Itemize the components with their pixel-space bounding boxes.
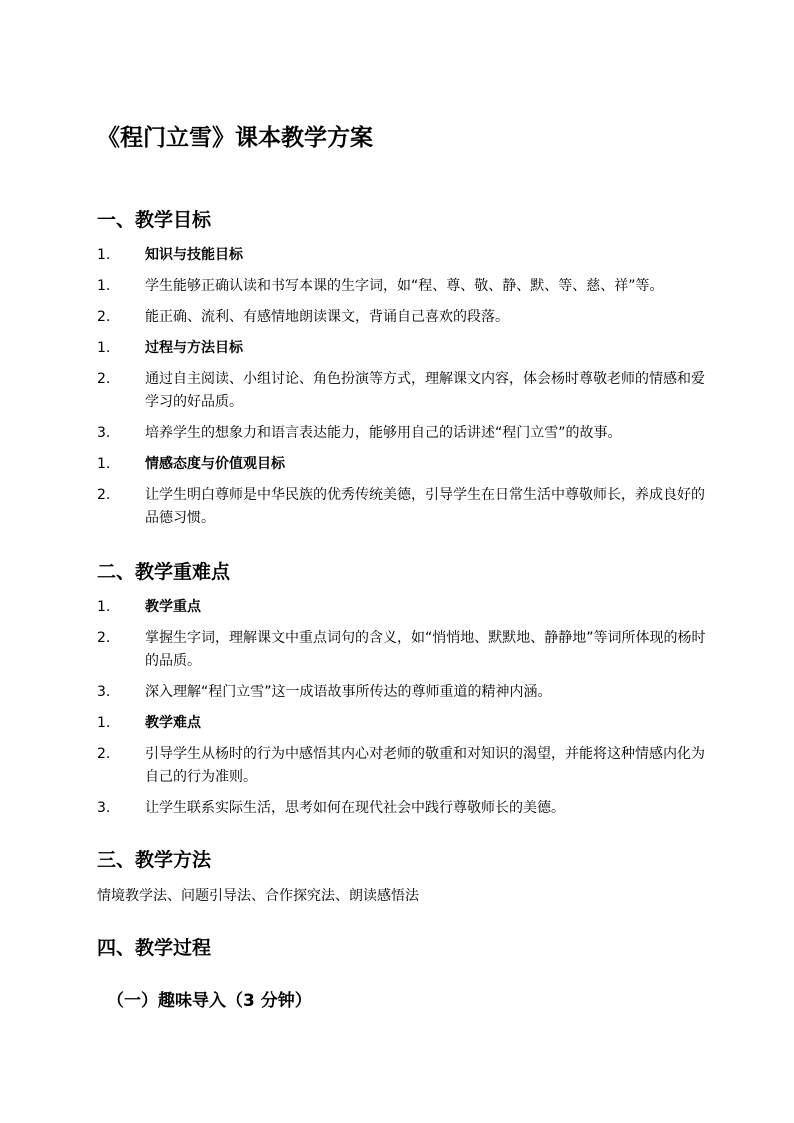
list-item: 3. 让学生联系实际生活，思考如何在现代社会中践行尊敬师长的美德。 (97, 800, 565, 816)
section-teaching-goals (97, 206, 709, 530)
section-heading: 四、教学过程 (97, 937, 212, 959)
list-item: 2. 能正确、流利、有感情地朗读课文，背诵自己喜欢的段落。 (97, 309, 509, 325)
subheading-difficult-points: 1. 教学难点 (97, 715, 201, 731)
subheading-emotion-values: 1. 情感态度与价值观目标 (97, 456, 285, 472)
section-heading: 三、教学方法 (97, 849, 212, 871)
section-heading: 二、教学重难点 (97, 561, 231, 583)
subsection-heading: （一）趣味导入（3 分钟） (107, 991, 312, 1011)
section-key-difficult-points (97, 558, 709, 820)
methods-paragraph: 情境教学法、问题引导法、合作探究法、朗读感悟法 (97, 888, 419, 904)
list-item: 2. 掌握生字词，理解课文中重点词句的含义，如“悄悄地、默默地、静静地”等词所体现的杨时的品质。 (97, 630, 706, 669)
list-item: 1. 学生能够正确认读和书写本课的生字词，如“程、尊、敬、静、默、等、慈、祥”等。 (97, 278, 664, 294)
section-teaching-methods (97, 846, 709, 908)
document-title: 《程门立雪》课本教学方案 (97, 125, 373, 151)
section-heading: 一、教学目标 (97, 209, 212, 231)
list-item: 2. 让学生明白尊师是中华民族的优秀传统美德，引导学生在日常生活中尊敬师长，养成良好的品德习惯。 (97, 487, 705, 526)
list-item: 3. 培养学生的想象力和语言表达能力，能够用自己的话讲述“程门立雪”的故事。 (97, 425, 622, 441)
list-item: 2. 引导学生从杨时的行为中感悟其内心对老师的敬重和对知识的渴望，并能将这种情感内化为自己的行为准则。 (97, 746, 705, 785)
list-item: 2. 通过自主阅读、小组讨论、角色扮演等方式，理解课文内容，体会杨时尊敬老师的情感和爱学习的好品质。 (97, 371, 705, 410)
list-item: 3. 深入理解“程门立雪”这一成语故事所传达的尊师重道的精神内涵。 (97, 684, 552, 700)
subheading-knowledge-skills: 1. 知识与技能目标 (97, 247, 243, 263)
subheading-process-method: 1. 过程与方法目标 (97, 340, 243, 356)
document-content (97, 122, 709, 1014)
section-teaching-process (97, 934, 709, 1014)
subheading-key-points: 1. 教学重点 (97, 599, 201, 615)
